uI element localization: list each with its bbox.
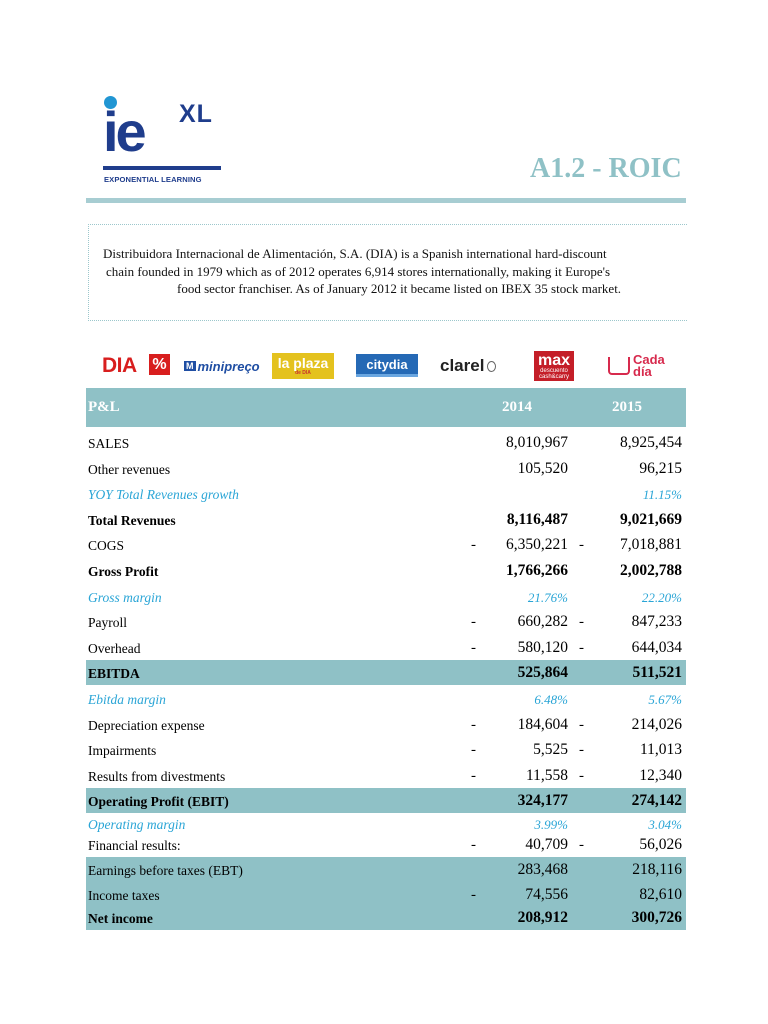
table-row xyxy=(86,660,686,685)
description-line: food sector franchiser. As of January 2012 it became listed on IBEX 35 stock market. xyxy=(177,281,622,296)
table-row xyxy=(86,814,686,836)
row-value-2014: 6,350,221 xyxy=(506,536,568,553)
row-label: Financial results: xyxy=(88,838,181,853)
row-value-2015: 12,340 xyxy=(639,767,682,784)
row-value-2014: 283,468 xyxy=(517,861,568,878)
minipreco-logo xyxy=(184,348,260,384)
dia-label: día xyxy=(633,364,652,379)
table-row xyxy=(86,481,686,506)
row-sign-2014: - xyxy=(471,614,476,630)
row-label: Income taxes xyxy=(88,888,160,903)
dia-logo: DIA xyxy=(102,354,137,377)
max-sub1: descuento xyxy=(540,367,568,374)
row-value-2015: 847,233 xyxy=(631,613,682,630)
row-value-2015: 511,521 xyxy=(632,664,682,681)
row-value-2015: 22.20% xyxy=(641,590,682,605)
row-value-2014: 3.99% xyxy=(534,817,568,832)
description-line: chain founded in 1979 which as of 2012 operates 6,914 stores internationally, making it Europe's xyxy=(106,263,611,279)
row-value-2014: 105,520 xyxy=(517,460,568,477)
header-year-2014: 2014 xyxy=(502,399,532,415)
row-value-2014: 660,282 xyxy=(517,613,568,630)
row-label: Gross Profit xyxy=(88,564,159,579)
cada-dia-logo xyxy=(608,348,665,384)
clarel-label: clarel xyxy=(440,356,485,375)
row-value-2014: 208,912 xyxy=(517,909,568,926)
citydia-logo: citydia xyxy=(356,354,418,377)
table-row xyxy=(86,430,686,455)
row-value-2014: 525,864 xyxy=(517,664,568,681)
title-divider xyxy=(86,198,686,203)
row-value-2014: 580,120 xyxy=(517,639,568,656)
cada-label: Cada xyxy=(633,352,665,367)
row-label: Depreciation expense xyxy=(88,718,205,733)
clarel-logo xyxy=(440,348,496,384)
row-label: COGS xyxy=(88,538,125,553)
row-label: Earnings before taxes (EBT) xyxy=(88,863,243,878)
row-value-2015: 644,034 xyxy=(631,639,682,656)
row-label: Gross margin xyxy=(88,590,162,605)
description-box xyxy=(88,224,687,321)
logo-mark: ie xyxy=(103,100,144,163)
brand-logos xyxy=(100,348,686,386)
table-row xyxy=(86,609,686,634)
laplaza-label: la plaza xyxy=(277,354,329,371)
row-sign-2015: - xyxy=(579,768,584,784)
row-label: Operating margin xyxy=(88,817,186,832)
minipreco-mark: M xyxy=(186,361,194,371)
row-value-2014: 6.48% xyxy=(534,692,568,707)
row-value-2014: 324,177 xyxy=(517,792,568,809)
row-value-2014: 8,116,487 xyxy=(506,511,568,528)
row-value-2014: 11,558 xyxy=(525,767,568,784)
max-label: max xyxy=(537,351,571,369)
table-row xyxy=(86,838,686,857)
row-label: Impairments xyxy=(88,743,157,758)
row-sign-2014: - xyxy=(471,887,476,903)
max-sub2: cash&carry xyxy=(538,373,569,380)
row-value-2015: 7,018,881 xyxy=(620,536,682,553)
row-label: Operating Profit (EBIT) xyxy=(88,794,229,809)
row-label: SALES xyxy=(88,436,130,451)
drop-icon xyxy=(487,361,496,372)
row-sign-2015: - xyxy=(579,837,584,853)
logo-superscript: XL xyxy=(179,100,213,128)
row-sign-2015: - xyxy=(579,640,584,656)
table-row xyxy=(86,686,686,711)
row-sign-2014: - xyxy=(471,742,476,758)
row-value-2014: 8,010,967 xyxy=(506,434,568,451)
logo-bar xyxy=(103,166,221,170)
row-value-2014: 74,556 xyxy=(525,886,568,903)
row-label: YOY Total Revenues growth xyxy=(88,487,239,502)
row-value-2015: 11.15% xyxy=(642,487,682,502)
header-label: P&L xyxy=(88,399,120,415)
table-row xyxy=(86,907,686,930)
row-value-2015: 82,610 xyxy=(639,886,682,903)
row-value-2015: 5.67% xyxy=(648,692,682,707)
description-line: Distribuidora Internacional de Alimentación, S.A. (DIA) is a Spanish international hard-discount xyxy=(103,246,607,261)
table-row xyxy=(86,584,686,609)
row-value-2015: 96,215 xyxy=(639,460,682,477)
dia-percent-logo: % xyxy=(149,354,170,375)
max-descuento-logo xyxy=(534,351,574,381)
row-value-2015: 56,026 xyxy=(639,836,682,853)
row-sign-2014: - xyxy=(471,837,476,853)
pl-table xyxy=(86,388,686,926)
description-text xyxy=(89,245,687,298)
row-value-2014: 21.76% xyxy=(527,590,568,605)
minipreco-label: minipreço xyxy=(197,358,260,374)
row-label: EBITDA xyxy=(88,666,140,681)
row-value-2015: 9,021,669 xyxy=(620,511,682,528)
table-row xyxy=(86,857,686,882)
row-label: Net income xyxy=(88,911,153,926)
table-row xyxy=(86,635,686,660)
laplaza-logo xyxy=(272,353,334,379)
page-title: A1.2 - ROIC xyxy=(530,153,682,184)
row-label: Results from divestments xyxy=(88,769,226,784)
row-sign-2014: - xyxy=(471,537,476,553)
row-value-2015: 218,116 xyxy=(632,861,682,878)
table-row xyxy=(86,788,686,813)
row-value-2015: 2,002,788 xyxy=(620,562,682,579)
row-value-2015: 3.04% xyxy=(648,817,682,832)
table-row xyxy=(86,763,686,788)
table-row xyxy=(86,737,686,762)
row-sign-2014: - xyxy=(471,768,476,784)
row-value-2015: 274,142 xyxy=(631,792,682,809)
table-row xyxy=(86,882,686,907)
table-header xyxy=(86,388,686,427)
row-value-2015: 11,013 xyxy=(639,741,682,758)
row-value-2014: 5,525 xyxy=(533,741,568,758)
table-row xyxy=(86,456,686,481)
cart-icon xyxy=(608,357,630,375)
table-row xyxy=(86,532,686,557)
row-label: Payroll xyxy=(88,615,127,630)
table-row xyxy=(86,712,686,737)
row-label: Ebitda margin xyxy=(88,692,166,707)
table-row xyxy=(86,558,686,583)
row-value-2014: 40,709 xyxy=(525,836,568,853)
row-sign-2015: - xyxy=(579,742,584,758)
header-year-2015: 2015 xyxy=(612,399,642,415)
row-label: Total Revenues xyxy=(88,513,176,528)
row-label: Other revenues xyxy=(88,462,171,477)
row-sign-2015: - xyxy=(579,614,584,630)
logo-tagline: EXPONENTIAL LEARNING xyxy=(104,175,202,184)
row-value-2015: 214,026 xyxy=(631,716,682,733)
row-value-2015: 8,925,454 xyxy=(620,434,682,451)
row-sign-2015: - xyxy=(579,717,584,733)
row-sign-2014: - xyxy=(471,717,476,733)
laplaza-sub: de DIA xyxy=(295,369,311,376)
table-row xyxy=(86,507,686,532)
ie-xl-logo xyxy=(103,96,223,188)
row-sign-2015: - xyxy=(579,537,584,553)
row-label: Overhead xyxy=(88,641,141,656)
row-value-2014: 1,766,266 xyxy=(506,562,568,579)
row-sign-2014: - xyxy=(471,640,476,656)
row-value-2014: 184,604 xyxy=(517,716,568,733)
row-value-2015: 300,726 xyxy=(631,909,682,926)
